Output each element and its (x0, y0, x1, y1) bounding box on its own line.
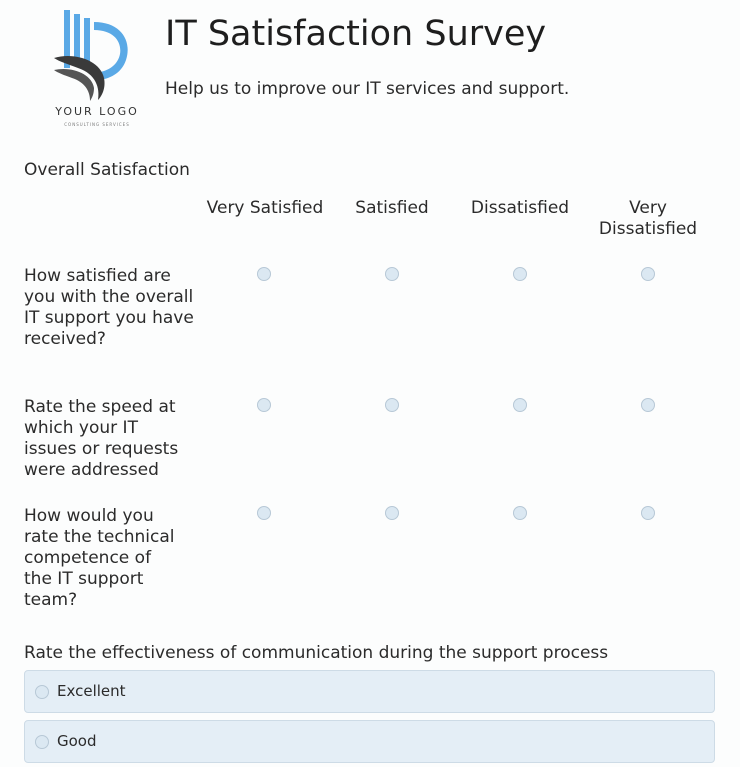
column-dissatisfied: Dissatisfied (470, 198, 570, 218)
radio-q3-very-satisfied[interactable] (257, 506, 271, 520)
radio-q1-very-satisfied[interactable] (257, 267, 271, 281)
logo-tagline: CONSULTING SERVICES (64, 122, 130, 127)
communication-title: Rate the effectiveness of communication during the support process (24, 643, 609, 663)
column-very-satisfied: Very Satisfied (206, 198, 324, 218)
question-technical-competence: How would you rate the technical competence of the IT support team? (24, 506, 175, 610)
logo-mark-icon (44, 8, 150, 103)
radio-q2-dissatisfied[interactable] (513, 398, 527, 412)
radio-q1-satisfied[interactable] (385, 267, 399, 281)
radio-excellent[interactable] (35, 685, 49, 699)
page-subtitle: Help us to improve our IT services and support. (165, 79, 570, 99)
company-logo (44, 8, 150, 130)
radio-q3-very-dissatisfied[interactable] (641, 506, 655, 520)
option-excellent-label: Excellent (57, 682, 126, 700)
question-speed: Rate the speed at which your IT issues or requests were addressed (24, 397, 179, 480)
radio-q1-very-dissatisfied[interactable] (641, 267, 655, 281)
logo-text: YOUR LOGO (55, 105, 139, 118)
radio-good[interactable] (35, 735, 49, 749)
radio-q2-very-satisfied[interactable] (257, 398, 271, 412)
radio-q3-satisfied[interactable] (385, 506, 399, 520)
radio-q2-satisfied[interactable] (385, 398, 399, 412)
column-very-dissatisfied: Very Dissatisfied (598, 198, 698, 239)
option-good[interactable] (24, 720, 715, 763)
column-satisfied: Satisfied (355, 198, 429, 218)
radio-q3-dissatisfied[interactable] (513, 506, 527, 520)
question-overall-support: How satisfied are you with the overall IT support you have received? (24, 266, 194, 349)
radio-q2-very-dissatisfied[interactable] (641, 398, 655, 412)
page-title: IT Satisfaction Survey (165, 14, 547, 54)
overall-satisfaction-title: Overall Satisfaction (24, 160, 190, 180)
option-excellent[interactable] (24, 670, 715, 713)
option-good-label: Good (57, 732, 97, 750)
radio-q1-dissatisfied[interactable] (513, 267, 527, 281)
